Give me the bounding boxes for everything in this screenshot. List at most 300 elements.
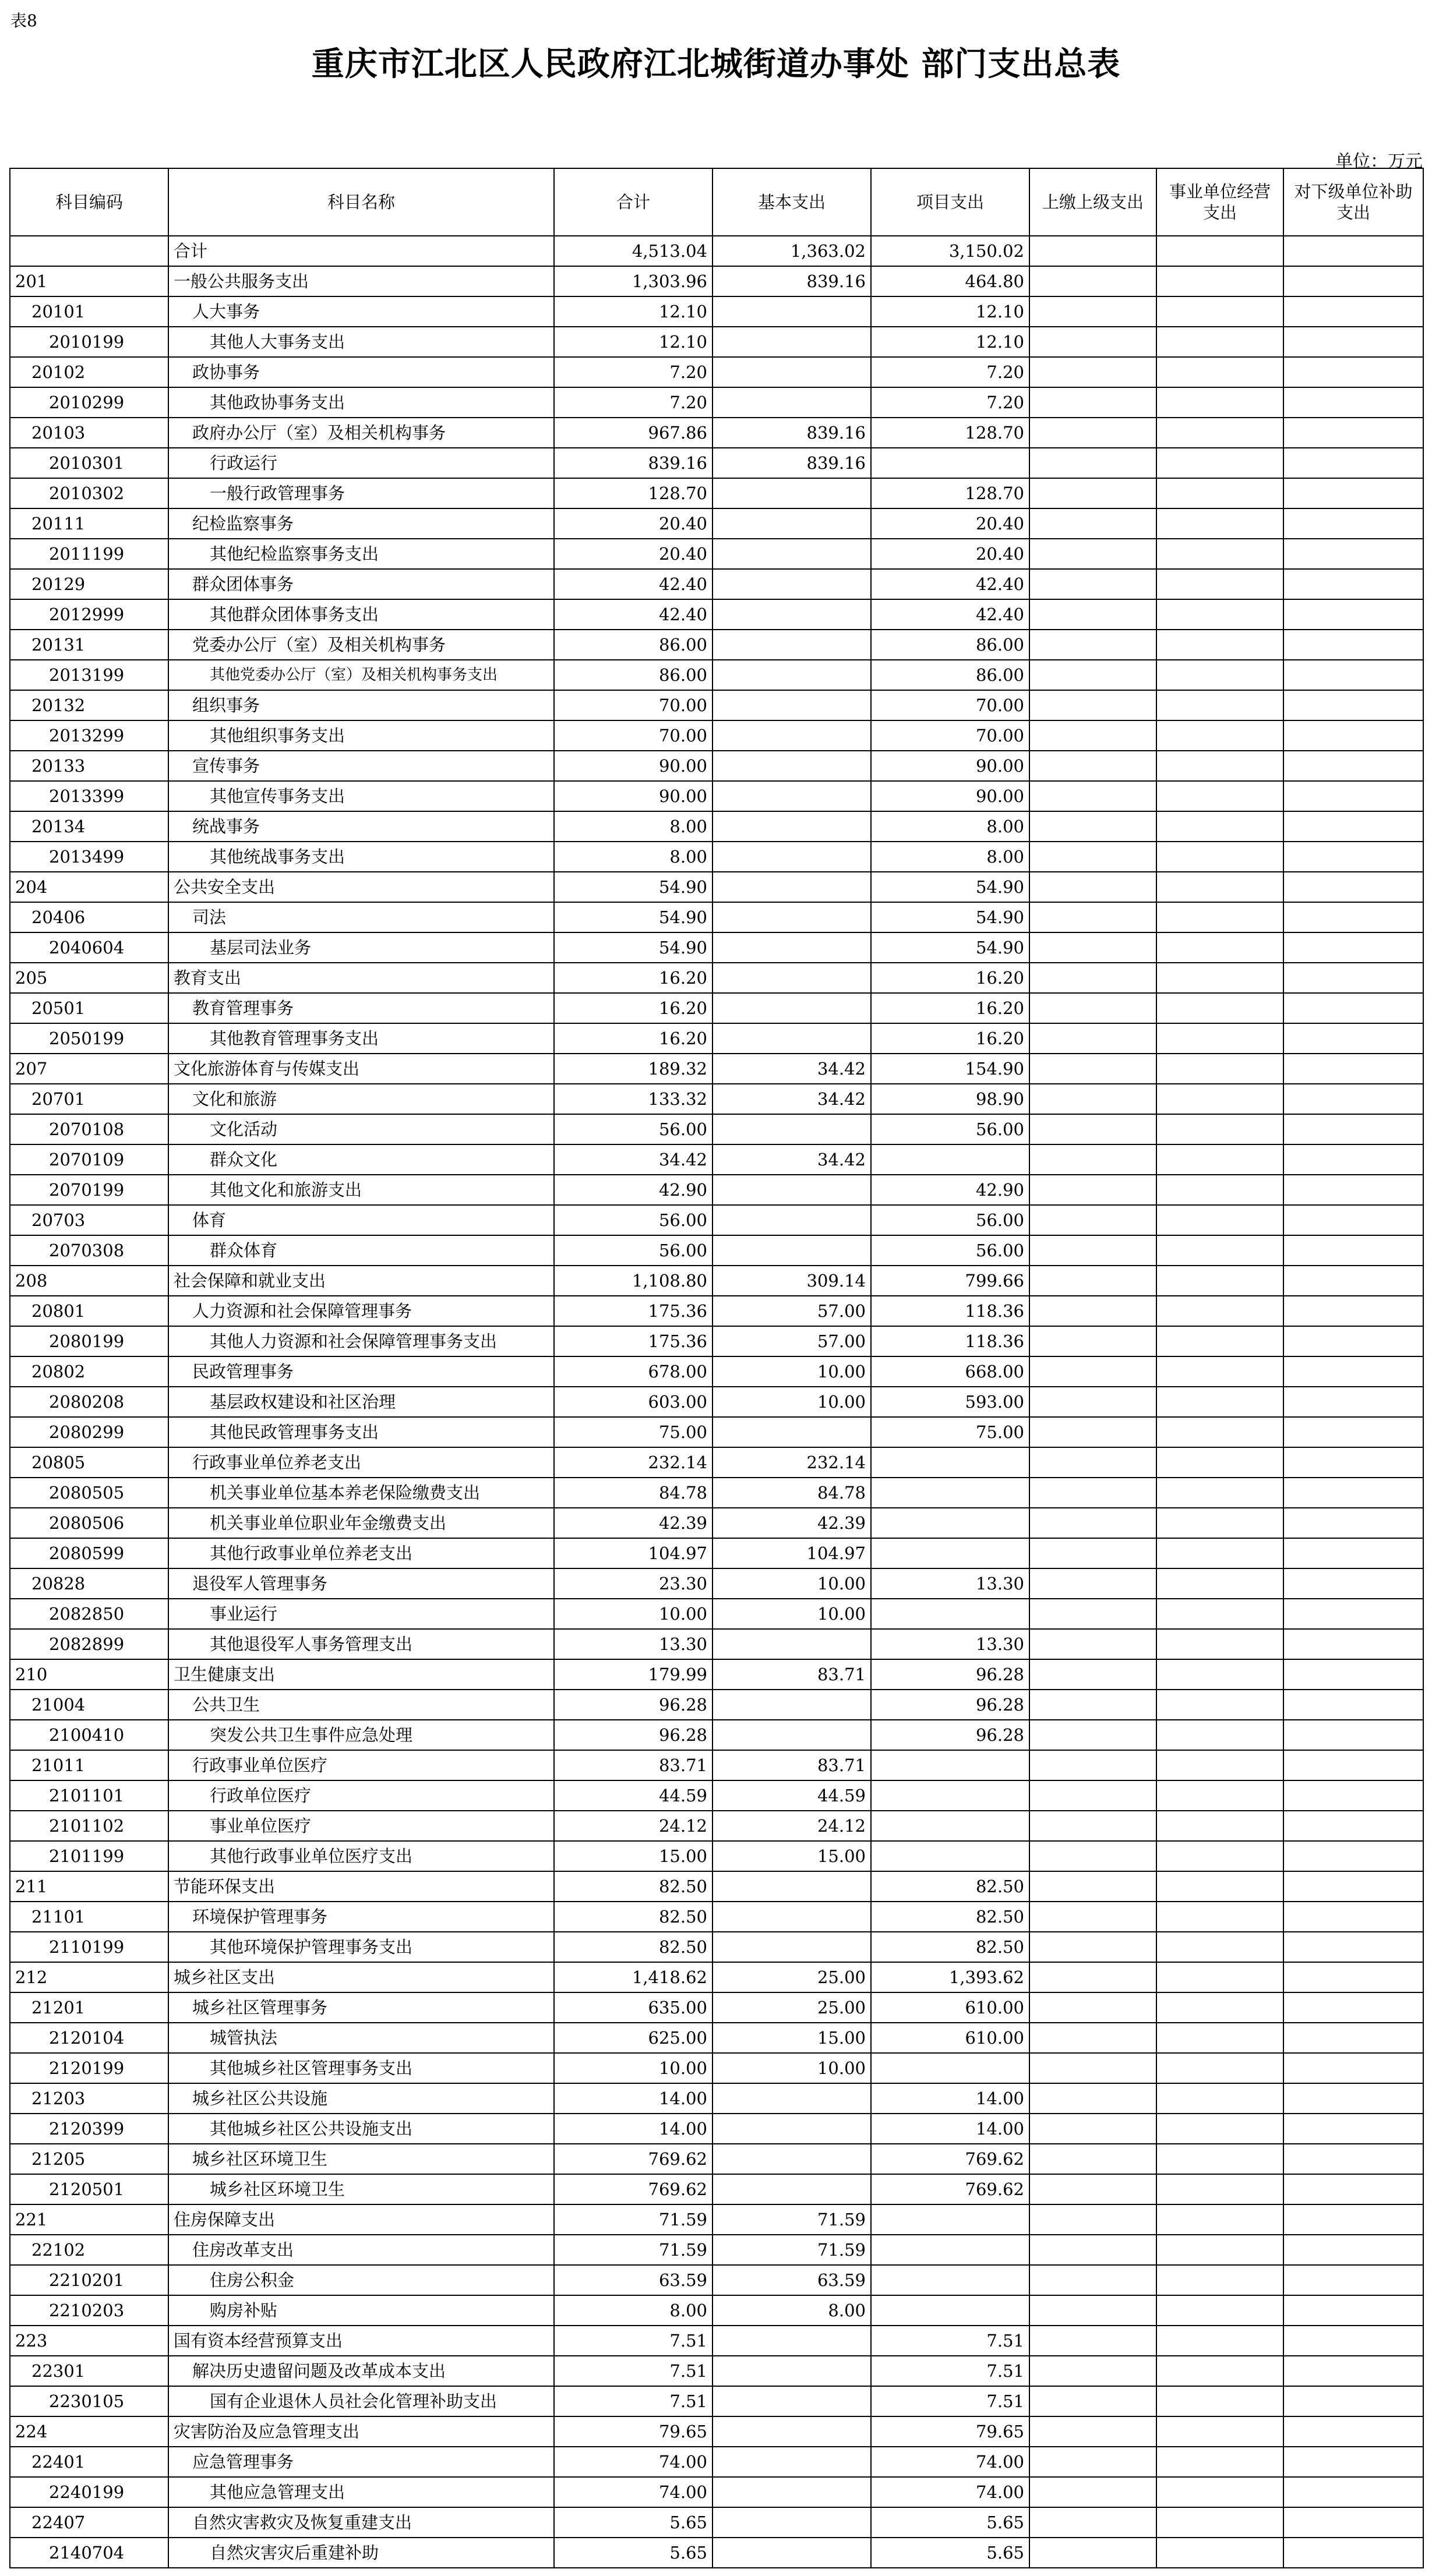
basic-cell bbox=[713, 1175, 871, 1205]
total-cell: 1,108.80 bbox=[554, 1266, 713, 1296]
subsidy-cell bbox=[1283, 327, 1423, 357]
business-cell bbox=[1156, 478, 1283, 508]
table-row bbox=[10, 2507, 1423, 2538]
project-cell: 769.62 bbox=[871, 2144, 1029, 2174]
basic-cell: 44.59 bbox=[713, 1780, 871, 1811]
project-cell: 56.00 bbox=[871, 1205, 1029, 1235]
name-cell: 党委办公厅（室）及相关机构事务 bbox=[168, 630, 554, 660]
project-cell: 96.28 bbox=[871, 1659, 1029, 1690]
project-cell: 7.51 bbox=[871, 2386, 1029, 2416]
subsidy-cell bbox=[1283, 539, 1423, 569]
basic-cell: 57.00 bbox=[713, 1326, 871, 1356]
total-cell: 96.28 bbox=[554, 1720, 713, 1750]
table-row bbox=[10, 508, 1423, 539]
business-cell bbox=[1156, 1811, 1283, 1841]
total-cell: 96.28 bbox=[554, 1690, 713, 1720]
total-cell: 7.51 bbox=[554, 2386, 713, 2416]
name-cell: 其他城乡社区管理事务支出 bbox=[168, 2053, 554, 2083]
code-cell: 2080199 bbox=[10, 1326, 168, 1356]
total-cell: 839.16 bbox=[554, 448, 713, 478]
subsidy-cell bbox=[1283, 751, 1423, 781]
upper-cell bbox=[1029, 720, 1156, 751]
upper-cell bbox=[1029, 1599, 1156, 1629]
name-cell: 解决历史遗留问题及改革成本支出 bbox=[168, 2356, 554, 2386]
total-cell: 232.14 bbox=[554, 1447, 713, 1478]
project-cell: 7.20 bbox=[871, 357, 1029, 387]
business-cell bbox=[1156, 2083, 1283, 2114]
project-cell: 7.20 bbox=[871, 387, 1029, 418]
business-cell bbox=[1156, 2447, 1283, 2477]
business-cell bbox=[1156, 569, 1283, 599]
code-cell: 2010302 bbox=[10, 478, 168, 508]
table-row bbox=[10, 1599, 1423, 1629]
subsidy-cell bbox=[1283, 1266, 1423, 1296]
table-row bbox=[10, 1326, 1423, 1356]
code-cell: 21101 bbox=[10, 1902, 168, 1932]
upper-cell bbox=[1029, 1962, 1156, 1992]
basic-cell: 83.71 bbox=[713, 1750, 871, 1780]
total-cell: 20.40 bbox=[554, 508, 713, 539]
total-cell: 23.30 bbox=[554, 1568, 713, 1599]
basic-cell bbox=[713, 781, 871, 811]
code-cell: 20801 bbox=[10, 1296, 168, 1326]
code-cell: 2120199 bbox=[10, 2053, 168, 2083]
subsidy-cell bbox=[1283, 1568, 1423, 1599]
business-cell bbox=[1156, 1205, 1283, 1235]
name-cell: 应急管理事务 bbox=[168, 2447, 554, 2477]
business-cell bbox=[1156, 1296, 1283, 1326]
table-row bbox=[10, 1568, 1423, 1599]
table-row bbox=[10, 2386, 1423, 2416]
project-cell bbox=[871, 1811, 1029, 1841]
project-cell: 74.00 bbox=[871, 2477, 1029, 2507]
table-number: 表8 bbox=[10, 11, 37, 30]
subsidy-cell bbox=[1283, 1992, 1423, 2023]
business-cell bbox=[1156, 2295, 1283, 2326]
business-cell bbox=[1156, 1690, 1283, 1720]
basic-cell bbox=[713, 357, 871, 387]
project-cell: 54.90 bbox=[871, 932, 1029, 963]
name-cell: 国有资本经营预算支出 bbox=[168, 2326, 554, 2356]
table-row bbox=[10, 327, 1423, 357]
table-row bbox=[10, 599, 1423, 630]
business-cell bbox=[1156, 357, 1283, 387]
business-cell bbox=[1156, 296, 1283, 327]
basic-cell: 10.00 bbox=[713, 1599, 871, 1629]
basic-cell bbox=[713, 2326, 871, 2356]
business-cell bbox=[1156, 690, 1283, 720]
project-cell: 54.90 bbox=[871, 872, 1029, 902]
project-cell bbox=[871, 448, 1029, 478]
name-cell: 其他教育管理事务支出 bbox=[168, 1023, 554, 1054]
basic-cell: 104.97 bbox=[713, 1538, 871, 1568]
upper-cell bbox=[1029, 2204, 1156, 2235]
basic-cell bbox=[713, 1023, 871, 1054]
basic-cell bbox=[713, 1902, 871, 1932]
upper-cell bbox=[1029, 599, 1156, 630]
basic-cell bbox=[713, 690, 871, 720]
code-cell: 210 bbox=[10, 1659, 168, 1690]
table-row bbox=[10, 448, 1423, 478]
project-cell: 86.00 bbox=[871, 630, 1029, 660]
subsidy-cell bbox=[1283, 842, 1423, 872]
business-cell bbox=[1156, 2265, 1283, 2295]
project-cell: 769.62 bbox=[871, 2174, 1029, 2204]
table-row bbox=[10, 296, 1423, 327]
code-cell: 21203 bbox=[10, 2083, 168, 2114]
project-cell: 20.40 bbox=[871, 508, 1029, 539]
upper-cell bbox=[1029, 1326, 1156, 1356]
upper-cell bbox=[1029, 2144, 1156, 2174]
business-cell bbox=[1156, 1084, 1283, 1114]
table-row bbox=[10, 842, 1423, 872]
total-cell: 603.00 bbox=[554, 1387, 713, 1417]
header-basic: 基本支出 bbox=[713, 168, 871, 236]
basic-cell bbox=[713, 932, 871, 963]
code-cell: 2140704 bbox=[10, 2538, 168, 2568]
upper-cell bbox=[1029, 811, 1156, 842]
total-cell: 82.50 bbox=[554, 1871, 713, 1902]
basic-cell: 34.42 bbox=[713, 1144, 871, 1175]
total-cell: 74.00 bbox=[554, 2447, 713, 2477]
project-cell: 5.65 bbox=[871, 2507, 1029, 2538]
name-cell: 政府办公厅（室）及相关机构事务 bbox=[168, 418, 554, 448]
total-cell: 34.42 bbox=[554, 1144, 713, 1175]
subsidy-cell bbox=[1283, 2144, 1423, 2174]
business-cell bbox=[1156, 2507, 1283, 2538]
upper-cell bbox=[1029, 690, 1156, 720]
code-cell: 201 bbox=[10, 266, 168, 296]
upper-cell bbox=[1029, 1659, 1156, 1690]
business-cell bbox=[1156, 1478, 1283, 1508]
code-cell: 2080599 bbox=[10, 1538, 168, 1568]
subsidy-cell bbox=[1283, 387, 1423, 418]
name-cell: 司法 bbox=[168, 902, 554, 932]
name-cell: 其他环境保护管理事务支出 bbox=[168, 1932, 554, 1962]
project-cell bbox=[871, 2235, 1029, 2265]
code-cell: 207 bbox=[10, 1054, 168, 1084]
business-cell bbox=[1156, 1659, 1283, 1690]
upper-cell bbox=[1029, 327, 1156, 357]
subsidy-cell bbox=[1283, 781, 1423, 811]
subsidy-cell bbox=[1283, 902, 1423, 932]
business-cell bbox=[1156, 1508, 1283, 1538]
upper-cell bbox=[1029, 932, 1156, 963]
code-cell: 21205 bbox=[10, 2144, 168, 2174]
code-cell: 2013499 bbox=[10, 842, 168, 872]
subsidy-cell bbox=[1283, 1387, 1423, 1417]
upper-cell bbox=[1029, 387, 1156, 418]
upper-cell bbox=[1029, 1568, 1156, 1599]
table-row bbox=[10, 2295, 1423, 2326]
code-cell: 204 bbox=[10, 872, 168, 902]
basic-cell bbox=[713, 2114, 871, 2144]
total-cell: 20.40 bbox=[554, 539, 713, 569]
project-cell bbox=[871, 2204, 1029, 2235]
basic-cell: 15.00 bbox=[713, 2023, 871, 2053]
upper-cell bbox=[1029, 872, 1156, 902]
subsidy-cell bbox=[1283, 2053, 1423, 2083]
total-cell: 12.10 bbox=[554, 327, 713, 357]
table-row bbox=[10, 2053, 1423, 2083]
upper-cell bbox=[1029, 2114, 1156, 2144]
project-cell: 14.00 bbox=[871, 2083, 1029, 2114]
code-cell: 20703 bbox=[10, 1205, 168, 1235]
subsidy-cell bbox=[1283, 963, 1423, 993]
subsidy-cell bbox=[1283, 811, 1423, 842]
project-cell: 7.51 bbox=[871, 2326, 1029, 2356]
name-cell: 体育 bbox=[168, 1205, 554, 1235]
basic-cell: 10.00 bbox=[713, 2053, 871, 2083]
name-cell: 群众团体事务 bbox=[168, 569, 554, 599]
subsidy-cell bbox=[1283, 2477, 1423, 2507]
subsidy-cell bbox=[1283, 266, 1423, 296]
business-cell bbox=[1156, 2386, 1283, 2416]
subsidy-cell bbox=[1283, 418, 1423, 448]
basic-cell bbox=[713, 720, 871, 751]
business-cell bbox=[1156, 448, 1283, 478]
basic-cell: 57.00 bbox=[713, 1296, 871, 1326]
upper-cell bbox=[1029, 478, 1156, 508]
project-cell: 86.00 bbox=[871, 660, 1029, 690]
total-cell: 12.10 bbox=[554, 296, 713, 327]
subsidy-cell bbox=[1283, 1629, 1423, 1659]
table-row bbox=[10, 1417, 1423, 1447]
project-cell: 8.00 bbox=[871, 842, 1029, 872]
name-cell: 住房公积金 bbox=[168, 2265, 554, 2295]
project-cell: 74.00 bbox=[871, 2447, 1029, 2477]
code-cell: 20133 bbox=[10, 751, 168, 781]
name-cell: 纪检监察事务 bbox=[168, 508, 554, 539]
upper-cell bbox=[1029, 781, 1156, 811]
total-cell: 4,513.04 bbox=[554, 236, 713, 266]
upper-cell bbox=[1029, 1902, 1156, 1932]
subsidy-cell bbox=[1283, 660, 1423, 690]
basic-cell: 25.00 bbox=[713, 1992, 871, 2023]
table-row bbox=[10, 690, 1423, 720]
business-cell bbox=[1156, 1568, 1283, 1599]
upper-cell bbox=[1029, 1023, 1156, 1054]
total-cell: 635.00 bbox=[554, 1992, 713, 2023]
name-cell: 突发公共卫生事件应急处理 bbox=[168, 1720, 554, 1750]
name-cell: 城乡社区管理事务 bbox=[168, 1992, 554, 2023]
code-cell: 2013399 bbox=[10, 781, 168, 811]
basic-cell bbox=[713, 387, 871, 418]
business-cell bbox=[1156, 1629, 1283, 1659]
name-cell: 事业运行 bbox=[168, 1599, 554, 1629]
code-cell: 20828 bbox=[10, 1568, 168, 1599]
code-cell: 20501 bbox=[10, 993, 168, 1023]
subsidy-cell bbox=[1283, 1780, 1423, 1811]
total-cell: 14.00 bbox=[554, 2114, 713, 2144]
table-body bbox=[10, 236, 1423, 2568]
business-cell bbox=[1156, 630, 1283, 660]
name-cell: 城乡社区环境卫生 bbox=[168, 2144, 554, 2174]
code-cell: 22407 bbox=[10, 2507, 168, 2538]
basic-cell bbox=[713, 2144, 871, 2174]
total-cell: 8.00 bbox=[554, 811, 713, 842]
code-cell: 224 bbox=[10, 2416, 168, 2447]
table-row bbox=[10, 1478, 1423, 1508]
basic-cell bbox=[713, 2386, 871, 2416]
basic-cell bbox=[713, 2477, 871, 2507]
upper-cell bbox=[1029, 963, 1156, 993]
subsidy-cell bbox=[1283, 2174, 1423, 2204]
total-cell: 175.36 bbox=[554, 1326, 713, 1356]
subsidy-cell bbox=[1283, 720, 1423, 751]
total-cell: 1,303.96 bbox=[554, 266, 713, 296]
business-cell bbox=[1156, 963, 1283, 993]
basic-cell bbox=[713, 1932, 871, 1962]
table-row bbox=[10, 872, 1423, 902]
upper-cell bbox=[1029, 2265, 1156, 2295]
subsidy-cell bbox=[1283, 2507, 1423, 2538]
code-cell: 2010299 bbox=[10, 387, 168, 418]
business-cell bbox=[1156, 2477, 1283, 2507]
table-row bbox=[10, 963, 1423, 993]
upper-cell bbox=[1029, 2023, 1156, 2053]
code-cell: 2082899 bbox=[10, 1629, 168, 1659]
name-cell: 其他行政事业单位医疗支出 bbox=[168, 1841, 554, 1871]
table-row bbox=[10, 236, 1423, 266]
name-cell: 退役军人管理事务 bbox=[168, 1568, 554, 1599]
name-cell: 教育管理事务 bbox=[168, 993, 554, 1023]
basic-cell bbox=[713, 508, 871, 539]
subsidy-cell bbox=[1283, 1417, 1423, 1447]
subsidy-cell bbox=[1283, 1447, 1423, 1478]
project-cell: 610.00 bbox=[871, 2023, 1029, 2053]
upper-cell bbox=[1029, 2295, 1156, 2326]
project-cell bbox=[871, 1447, 1029, 1478]
code-cell: 2070308 bbox=[10, 1235, 168, 1266]
subsidy-cell bbox=[1283, 1962, 1423, 1992]
total-cell: 967.86 bbox=[554, 418, 713, 448]
code-cell: 2120104 bbox=[10, 2023, 168, 2053]
subsidy-cell bbox=[1283, 2326, 1423, 2356]
project-cell bbox=[871, 1841, 1029, 1871]
table-row bbox=[10, 1902, 1423, 1932]
name-cell: 其他应急管理支出 bbox=[168, 2477, 554, 2507]
total-cell: 16.20 bbox=[554, 1023, 713, 1054]
code-cell bbox=[10, 236, 168, 266]
name-cell: 行政事业单位医疗 bbox=[168, 1750, 554, 1780]
table-row bbox=[10, 357, 1423, 387]
code-cell: 2080208 bbox=[10, 1387, 168, 1417]
basic-cell: 1,363.02 bbox=[713, 236, 871, 266]
basic-cell: 839.16 bbox=[713, 448, 871, 478]
business-cell bbox=[1156, 2204, 1283, 2235]
project-cell bbox=[871, 1478, 1029, 1508]
table-row bbox=[10, 1992, 1423, 2023]
business-cell bbox=[1156, 1992, 1283, 2023]
upper-cell bbox=[1029, 660, 1156, 690]
project-cell: 3,150.02 bbox=[871, 236, 1029, 266]
header-row bbox=[10, 168, 1423, 236]
upper-cell bbox=[1029, 1508, 1156, 1538]
unit-label: 单位：万元 bbox=[1335, 151, 1423, 172]
code-cell: 2070199 bbox=[10, 1175, 168, 1205]
business-cell bbox=[1156, 387, 1283, 418]
business-cell bbox=[1156, 932, 1283, 963]
business-cell bbox=[1156, 539, 1283, 569]
business-cell bbox=[1156, 2053, 1283, 2083]
total-cell: 104.97 bbox=[554, 1538, 713, 1568]
table-row bbox=[10, 1356, 1423, 1387]
upper-cell bbox=[1029, 1780, 1156, 1811]
table-row bbox=[10, 266, 1423, 296]
upper-cell bbox=[1029, 1235, 1156, 1266]
upper-cell bbox=[1029, 1750, 1156, 1780]
total-cell: 70.00 bbox=[554, 720, 713, 751]
code-cell: 20103 bbox=[10, 418, 168, 448]
project-cell bbox=[871, 2265, 1029, 2295]
table-row bbox=[10, 418, 1423, 448]
upper-cell bbox=[1029, 266, 1156, 296]
basic-cell bbox=[713, 1114, 871, 1144]
subsidy-cell bbox=[1283, 1114, 1423, 1144]
project-cell: 13.30 bbox=[871, 1629, 1029, 1659]
total-cell: 189.32 bbox=[554, 1054, 713, 1084]
basic-cell: 34.42 bbox=[713, 1084, 871, 1114]
table-row bbox=[10, 1538, 1423, 1568]
table-row bbox=[10, 539, 1423, 569]
subsidy-cell bbox=[1283, 1296, 1423, 1326]
name-cell: 政协事务 bbox=[168, 357, 554, 387]
total-cell: 133.32 bbox=[554, 1084, 713, 1114]
subsidy-cell bbox=[1283, 1690, 1423, 1720]
total-cell: 42.39 bbox=[554, 1508, 713, 1538]
total-cell: 16.20 bbox=[554, 993, 713, 1023]
total-cell: 10.00 bbox=[554, 1599, 713, 1629]
header-project: 项目支出 bbox=[871, 168, 1029, 236]
code-cell: 2010301 bbox=[10, 448, 168, 478]
project-cell: 593.00 bbox=[871, 1387, 1029, 1417]
business-cell bbox=[1156, 1780, 1283, 1811]
upper-cell bbox=[1029, 1720, 1156, 1750]
table-row bbox=[10, 993, 1423, 1023]
business-cell bbox=[1156, 1750, 1283, 1780]
project-cell: 12.10 bbox=[871, 327, 1029, 357]
name-cell: 灾害防治及应急管理支出 bbox=[168, 2416, 554, 2447]
upper-cell bbox=[1029, 1992, 1156, 2023]
basic-cell: 839.16 bbox=[713, 266, 871, 296]
code-cell: 2070108 bbox=[10, 1114, 168, 1144]
table-row bbox=[10, 2538, 1423, 2568]
code-cell: 21201 bbox=[10, 1992, 168, 2023]
total-cell: 54.90 bbox=[554, 902, 713, 932]
total-cell: 74.00 bbox=[554, 2477, 713, 2507]
name-cell: 群众文化 bbox=[168, 1144, 554, 1175]
code-cell: 2080506 bbox=[10, 1508, 168, 1538]
code-cell: 21011 bbox=[10, 1750, 168, 1780]
upper-cell bbox=[1029, 902, 1156, 932]
basic-cell bbox=[713, 1205, 871, 1235]
project-cell bbox=[871, 2295, 1029, 2326]
project-cell bbox=[871, 2053, 1029, 2083]
name-cell: 机关事业单位基本养老保险缴费支出 bbox=[168, 1478, 554, 1508]
table-row bbox=[10, 811, 1423, 842]
project-cell bbox=[871, 1538, 1029, 1568]
business-cell bbox=[1156, 1447, 1283, 1478]
subsidy-cell bbox=[1283, 1932, 1423, 1962]
name-cell: 群众体育 bbox=[168, 1235, 554, 1266]
upper-cell bbox=[1029, 2174, 1156, 2204]
project-cell: 90.00 bbox=[871, 781, 1029, 811]
basic-cell bbox=[713, 2174, 871, 2204]
upper-cell bbox=[1029, 2538, 1156, 2568]
upper-cell bbox=[1029, 569, 1156, 599]
upper-cell bbox=[1029, 2416, 1156, 2447]
